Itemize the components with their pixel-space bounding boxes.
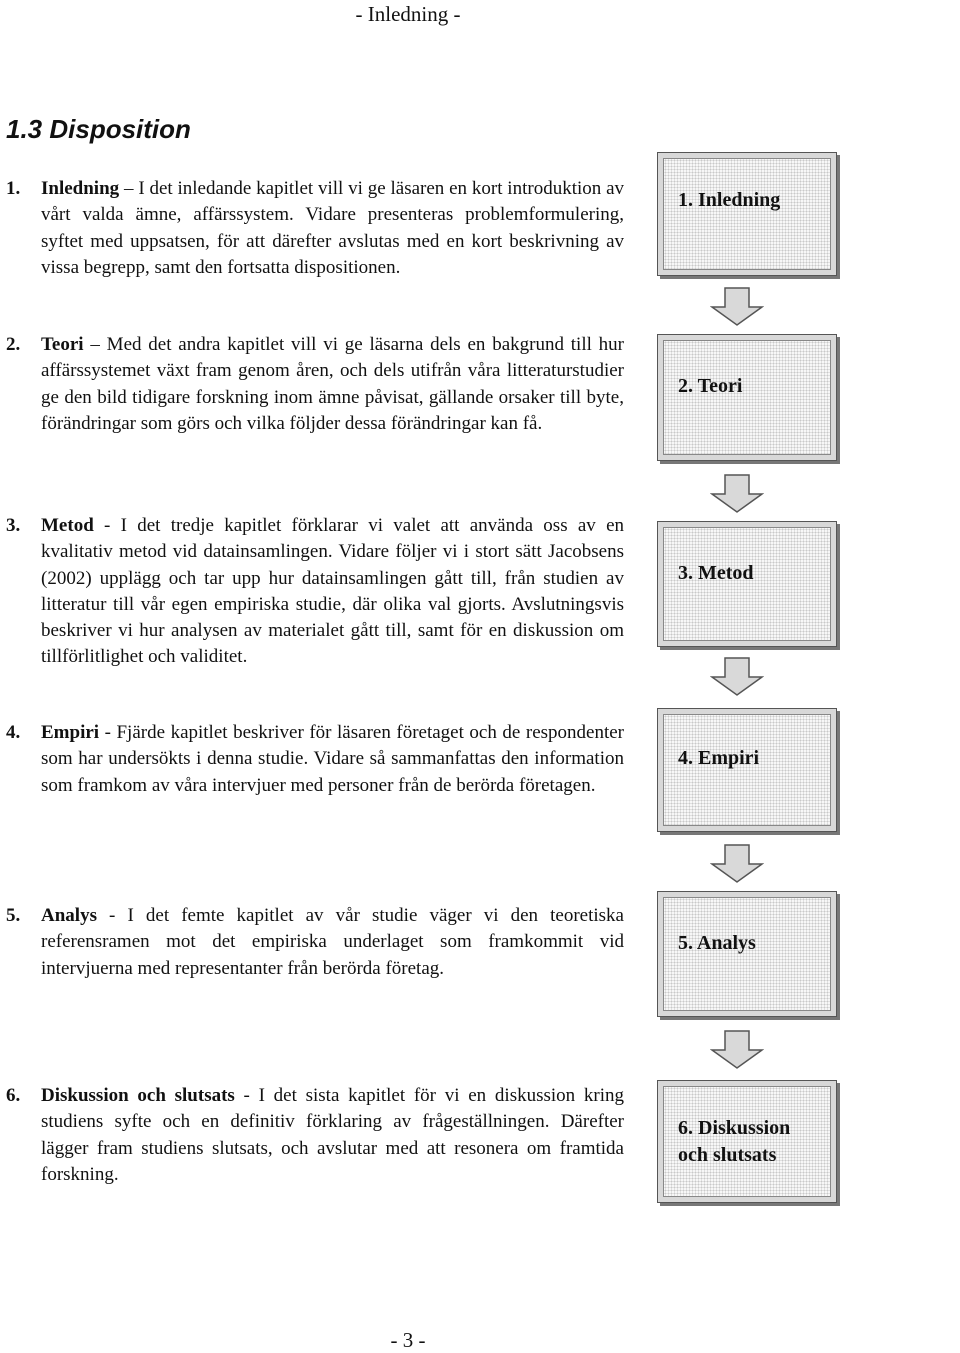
disposition-item-3 bbox=[6, 513, 624, 671]
flow-box-label: 2. Teori bbox=[678, 375, 743, 397]
item-description: I det femte kapitlet av vår studie väger vi den teoretiska referensramen mot det empiriska underlaget som framkommit vid intervjuerna med representanter från berörda företag. bbox=[41, 905, 624, 979]
item-description: I det tredje kapitlet förklarar vi valet att använda oss av en kvalitativ metod vid datainsamlingen. Vidare följer vi i stort sätt Jacobsens (2002) upplägg och tar upp hur datainsamlingen gått till, från studien av litteratur till vår egen empiriska studie, där olika val gjorts. Avslutningsvis beskriver vi hur analysen av materialet gått till, samt för en diskussion om tillförlitlighet och validitet. bbox=[41, 515, 625, 668]
item-number: 3. bbox=[6, 515, 21, 536]
flow-box-label: 6. Diskussion och slutsats bbox=[678, 1117, 791, 1166]
item-term: Teori bbox=[41, 334, 84, 355]
page-number: - 3 - bbox=[390, 1328, 426, 1352]
flow-box-analys bbox=[657, 891, 837, 1017]
item-number: 4. bbox=[6, 722, 21, 743]
item-number: 2. bbox=[6, 334, 21, 355]
item-number: 6. bbox=[6, 1085, 21, 1106]
down-arrow-icon bbox=[710, 657, 764, 697]
down-arrow-icon bbox=[710, 1030, 764, 1070]
section-heading: 1.3 Disposition bbox=[6, 114, 191, 144]
item-term: Metod bbox=[41, 515, 94, 536]
item-term: Analys bbox=[41, 905, 97, 926]
flow-box-label: 4. Empiri bbox=[678, 747, 760, 769]
item-description: Med det andra kapitlet vill vi ge läsarna dels en bakgrund till hur affärssystemet växt fram genom åren, och dels utifrån våra litteraturstudier ge den bild tidigare forskning inom ämne påvisat, gällande orsaker till byte, förändringar som görs och vilka följder dessa förändringar kan få. bbox=[41, 334, 624, 434]
item-number: 5. bbox=[6, 905, 21, 926]
item-number: 1. bbox=[6, 178, 21, 199]
item-separator: - bbox=[93, 515, 121, 536]
running-header: - Inledning - bbox=[355, 2, 461, 26]
flow-box-empiri bbox=[657, 708, 837, 832]
disposition-item-5 bbox=[6, 903, 624, 982]
item-separator: – bbox=[83, 334, 107, 355]
disposition-item-1 bbox=[6, 176, 624, 281]
item-description: I det sista kapitlet för vi en diskussion kring studiens syfte och en definitiv förklaring av frågeställningen. Därefter lägger fram studiens slutsats, och avslutar med att resonera om framtida forskning. bbox=[41, 1085, 624, 1185]
flow-box-label: 5. Analys bbox=[678, 932, 756, 954]
flow-box-inledning bbox=[657, 152, 837, 276]
flow-box-metod bbox=[657, 521, 837, 647]
disposition-item-6 bbox=[6, 1083, 624, 1188]
item-separator: – bbox=[119, 178, 139, 199]
item-term: Diskussion och slutsats bbox=[41, 1085, 235, 1106]
flow-box-teori bbox=[657, 334, 837, 461]
down-arrow-icon bbox=[710, 287, 764, 327]
down-arrow-icon bbox=[710, 474, 764, 514]
item-separator: - bbox=[96, 905, 128, 926]
item-term: Empiri bbox=[41, 722, 100, 743]
flow-box-label: 3. Metod bbox=[678, 562, 754, 584]
flow-box-label: 1. Inledning bbox=[678, 189, 781, 211]
item-description: I det inledande kapitlet vill vi ge läsaren en kort introduktion av vårt valda ämne, affärssystem. Vidare presenteras problemformulering, syftet med uppsatsen, för att därefter avslutas med en kort beskrivning av vissa begrepp, samt den fortsatta dispositionen. bbox=[41, 178, 625, 278]
flow-box-diskussion bbox=[657, 1080, 837, 1203]
disposition-item-4 bbox=[6, 720, 624, 799]
disposition-item-2 bbox=[6, 332, 624, 437]
item-separator: - bbox=[234, 1085, 259, 1106]
item-term: Inledning bbox=[41, 178, 120, 199]
down-arrow-icon bbox=[710, 844, 764, 884]
item-description: Fjärde kapitlet beskriver för läsaren företaget och de respondenter som har undersökts i denna studie. Vidare så sammanfattas den information som framkom av våra intervjuer med personer från de berörda företagen. bbox=[41, 722, 625, 796]
item-separator: - bbox=[99, 722, 117, 743]
